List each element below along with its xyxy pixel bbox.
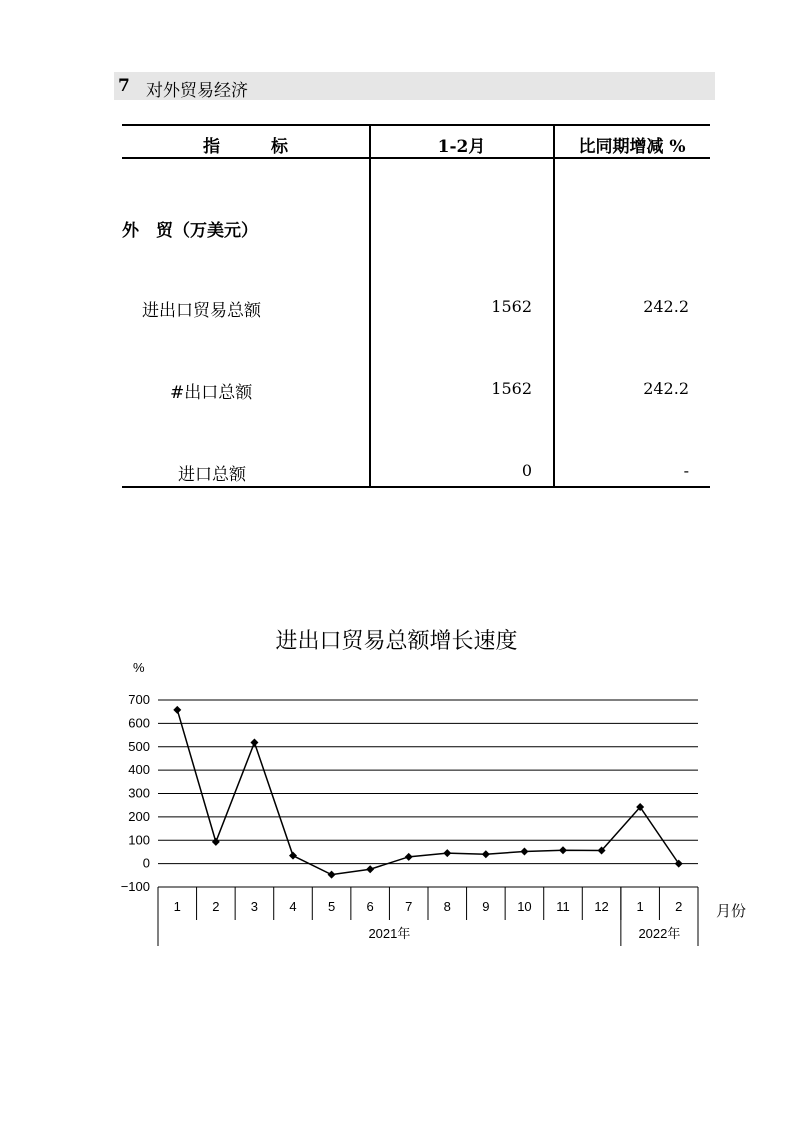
data-point: [482, 850, 490, 858]
x-tick-label: 4: [289, 899, 297, 914]
chart-title: 进出口贸易总额增长速度: [275, 629, 518, 654]
group-label: 外 贸（万美元）: [122, 221, 258, 241]
header-change: 比同期增减 %: [578, 137, 686, 157]
y-tick-label: 100: [128, 832, 150, 848]
y-tick-label: −100: [120, 879, 150, 894]
y-tick-label: 200: [128, 808, 150, 824]
header-period: 1-2月: [437, 137, 486, 157]
data-point: [212, 838, 220, 846]
x-tick-label: 12: [594, 899, 609, 914]
x-tick-label: 6: [366, 899, 374, 914]
row-label: #出口总额: [170, 383, 253, 403]
x-tick-label: 2: [675, 899, 683, 914]
data-point: [173, 706, 181, 714]
header-indicator: 指 标: [203, 137, 288, 157]
y-axis-unit: %: [133, 660, 145, 675]
x-tick-label: 3: [250, 899, 259, 914]
row-change: -: [683, 461, 689, 480]
x-axis-label: 月份: [716, 903, 747, 920]
y-tick-label: 0: [142, 855, 150, 871]
year-label: 2021年: [368, 926, 411, 941]
x-tick-label: 1: [636, 899, 644, 914]
x-tick-label: 8: [443, 899, 451, 914]
row-label: 进口总额: [178, 465, 246, 485]
x-tick-label: 7: [405, 899, 413, 914]
row-value: 0: [521, 461, 532, 480]
y-tick-label: 600: [128, 715, 150, 731]
data-point: [289, 852, 297, 860]
x-tick-label: 1: [173, 899, 181, 914]
y-tick-label: 400: [128, 762, 150, 778]
data-point: [405, 853, 413, 861]
row-value: 1562: [491, 379, 532, 398]
section-number: 7: [118, 76, 130, 96]
data-point: [520, 847, 528, 855]
data-point: [559, 846, 567, 854]
x-tick-label: 9: [482, 899, 490, 914]
y-tick-label: 500: [128, 738, 150, 754]
x-tick-label: 10: [517, 899, 532, 914]
x-tick-label: 5: [327, 899, 336, 914]
section-title: 对外贸易经济: [146, 81, 248, 101]
x-tick-label: 2: [212, 899, 220, 914]
year-label: 2022年: [638, 926, 681, 941]
y-tick-label: 700: [128, 692, 150, 707]
row-label: 进出口贸易总额: [142, 301, 261, 321]
data-point: [328, 871, 336, 879]
data-point: [250, 739, 258, 747]
row-change: 242.2: [643, 379, 689, 398]
data-point: [366, 865, 374, 873]
x-tick-label: 11: [556, 899, 570, 914]
data-point: [443, 849, 451, 857]
y-tick-label: 300: [128, 785, 150, 801]
row-change: 242.2: [643, 297, 689, 316]
row-value: 1562: [491, 297, 532, 316]
